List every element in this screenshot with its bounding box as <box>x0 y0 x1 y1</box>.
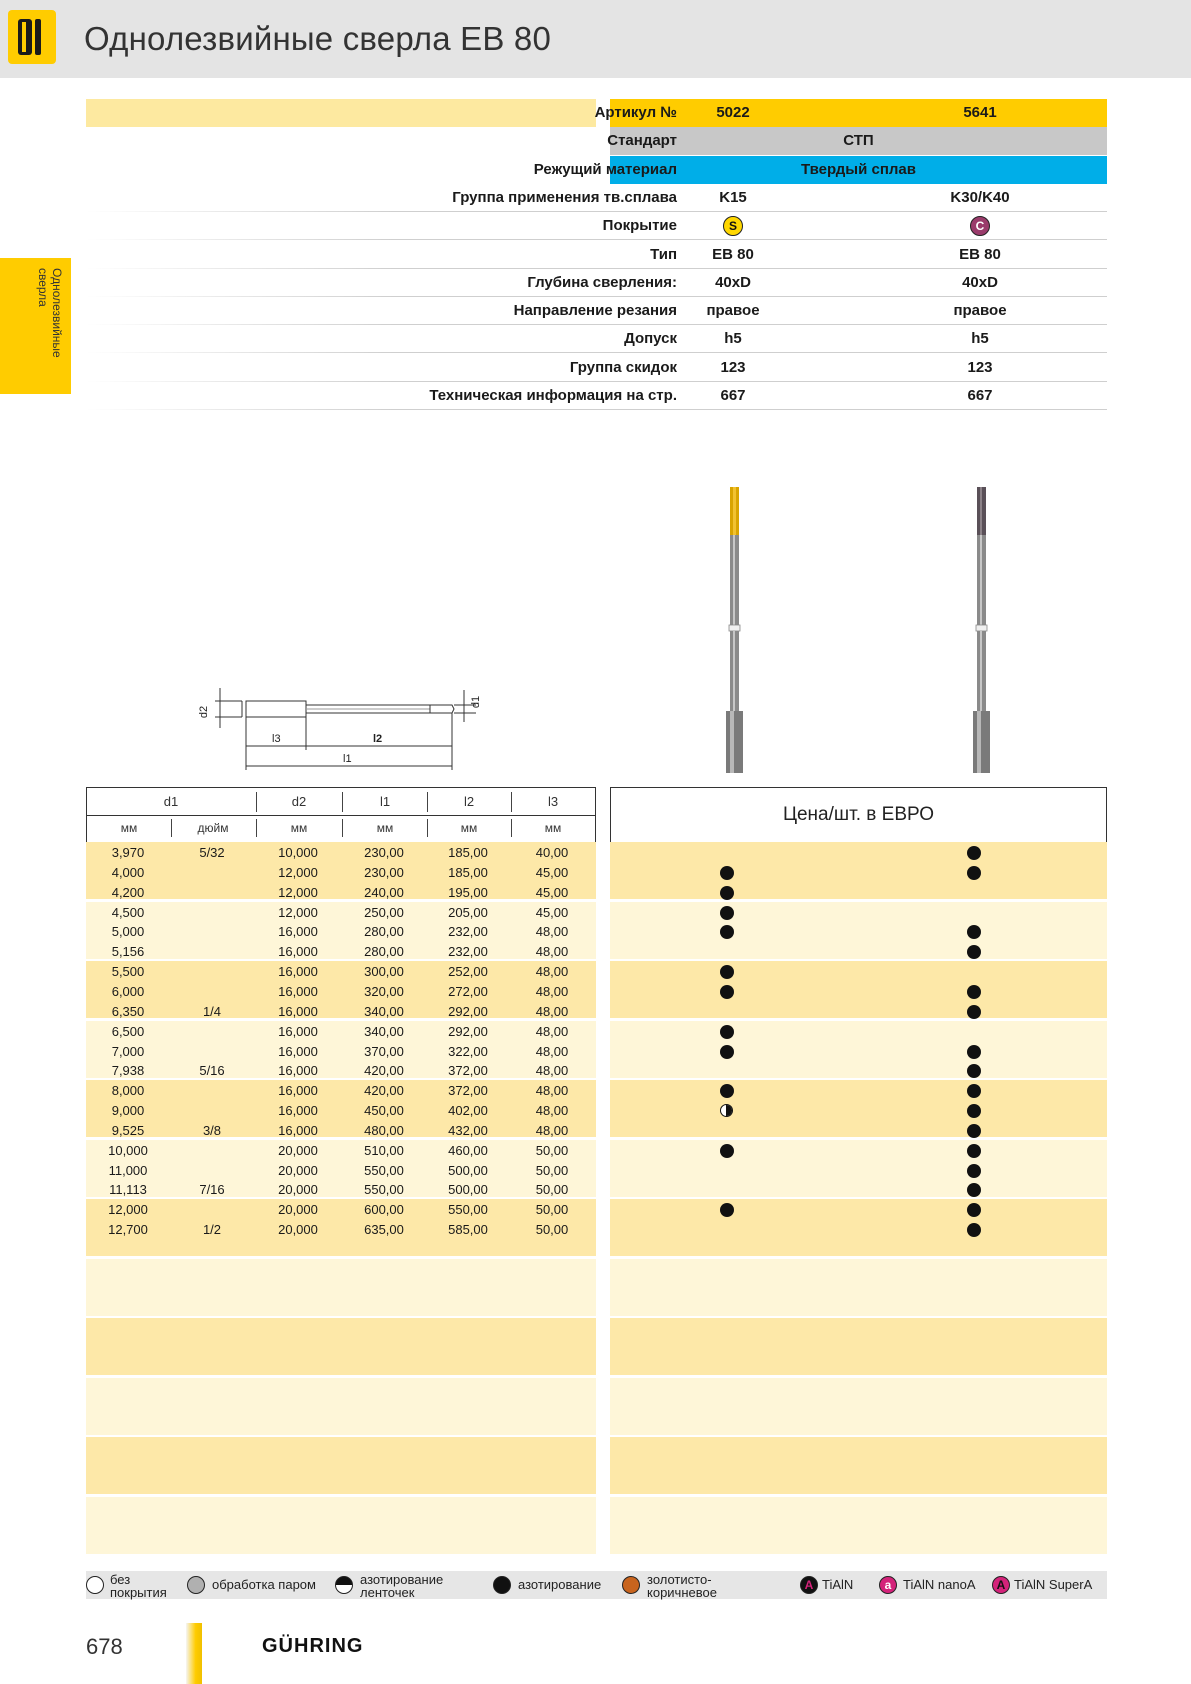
label-l1: l1 <box>343 753 352 765</box>
cell-d1: 11,113 <box>109 1182 147 1198</box>
table-row[interactable] <box>86 1141 1107 1161</box>
drill-dimension-drawing <box>190 680 490 780</box>
cell-l3: 48,00 <box>535 924 569 940</box>
spec-label: Режущий материал <box>533 160 677 178</box>
cell-l1: 280,00 <box>364 944 404 960</box>
spec-value: 667 <box>720 387 746 404</box>
label-d1: d1 <box>470 695 482 709</box>
steam-icon <box>187 1576 205 1594</box>
table-row[interactable] <box>86 1200 1107 1220</box>
spec-label: Глубина сверления: <box>527 273 677 291</box>
cell-l2: 195,00 <box>448 884 488 900</box>
cell-d2: 16,000 <box>278 1083 318 1099</box>
table-row[interactable] <box>86 1022 1107 1042</box>
cell-d1: 4,500 <box>111 904 145 920</box>
cell-l2: 372,00 <box>448 1063 488 1079</box>
unit-d1-mm: мм <box>120 821 138 835</box>
cell-inch: 5/32 <box>199 845 225 860</box>
spec-value: h5 <box>971 330 989 348</box>
cell-l3: 48,00 <box>535 983 569 999</box>
cell-l1: 340,00 <box>364 1003 404 1019</box>
header-d1: d1 <box>163 794 179 809</box>
cell-l2: 232,00 <box>448 944 488 960</box>
header-l1: l1 <box>379 794 391 809</box>
cell-l2: 185,00 <box>448 845 488 860</box>
cell-d1: 8,000 <box>111 1083 145 1099</box>
unit-l2: мм <box>460 821 478 835</box>
cell-l2: 500,00 <box>448 1182 488 1198</box>
brand-logo: GÜHRING <box>262 1635 364 1657</box>
tialn-icon: A <box>800 1576 818 1594</box>
cell-l3: 48,00 <box>535 1103 569 1119</box>
table-band <box>610 1437 1107 1494</box>
cell-d1: 12,700 <box>108 1222 148 1238</box>
availability-5641-icon <box>967 925 981 939</box>
cell-l1: 320,00 <box>364 983 404 999</box>
table-row[interactable] <box>86 883 1107 903</box>
header-d2: d2 <box>291 794 307 809</box>
availability-5022-icon <box>720 906 734 920</box>
cell-l3: 48,00 <box>535 964 569 980</box>
drill-5022-illustration <box>715 485 755 775</box>
cell-l2: 185,00 <box>448 864 488 880</box>
uncoated-icon <box>86 1576 104 1594</box>
gold-brown-icon <box>622 1576 640 1594</box>
cell-d1: 6,350 <box>111 1003 145 1019</box>
availability-5641-icon <box>967 1104 981 1118</box>
cell-l1: 370,00 <box>364 1043 404 1059</box>
header-l2: l2 <box>463 794 475 809</box>
cell-l1: 230,00 <box>364 845 404 860</box>
cell-d2: 20,000 <box>278 1162 318 1178</box>
cell-d1: 7,000 <box>111 1043 145 1059</box>
table-row[interactable] <box>86 1002 1107 1022</box>
cell-l3: 45,00 <box>535 884 569 900</box>
cell-l1: 340,00 <box>364 1023 404 1039</box>
table-band <box>610 1378 1107 1435</box>
table-band <box>86 1378 596 1435</box>
cell-l2: 292,00 <box>448 1023 488 1039</box>
spec-row <box>86 297 1107 325</box>
spec-row <box>86 184 1107 212</box>
footer-accent-bar <box>186 1623 202 1684</box>
header-l3: l3 <box>547 794 559 809</box>
unit-d1-inch: дюйм <box>197 821 229 835</box>
table-band <box>610 1497 1107 1554</box>
unit-l1: мм <box>376 821 394 835</box>
cell-d1: 7,938 <box>111 1063 145 1079</box>
unit-l3: мм <box>544 821 562 835</box>
table-row[interactable] <box>86 863 1107 883</box>
cell-l2: 232,00 <box>448 924 488 940</box>
table-band <box>86 1437 596 1494</box>
cell-d2: 16,000 <box>278 944 318 960</box>
legend-label-land-nitrided: азотирование ленточек <box>360 1572 444 1600</box>
cell-d1: 9,525 <box>111 1122 145 1138</box>
cell-d2: 12,000 <box>278 864 318 880</box>
availability-5022-icon <box>720 886 734 900</box>
cell-l2: 585,00 <box>448 1222 488 1238</box>
spec-label: Группа применения тв.сплава <box>452 188 677 206</box>
cell-l2: 372,00 <box>448 1083 488 1099</box>
cell-d1: 6,000 <box>111 983 145 999</box>
cell-l3: 40,00 <box>535 845 569 860</box>
spec-value: 667 <box>967 387 993 404</box>
table-row[interactable] <box>86 1061 1107 1081</box>
table-row[interactable] <box>86 1081 1107 1101</box>
spec-value: 40xD <box>962 273 998 291</box>
label-d2: d2 <box>198 705 210 719</box>
cell-d2: 12,000 <box>278 884 318 900</box>
side-tab-line1: Однолезвийные <box>50 268 64 358</box>
spec-value: правое <box>706 302 760 320</box>
cell-l1: 280,00 <box>364 924 404 940</box>
spec-value: EB 80 <box>959 245 1001 263</box>
spec-value: h5 <box>724 330 742 348</box>
availability-5022-icon <box>720 1084 734 1098</box>
drill-logo-icon <box>8 10 56 64</box>
cell-d1: 10,000 <box>108 1142 148 1158</box>
availability-5641-icon <box>967 846 981 860</box>
cell-l1: 300,00 <box>364 964 404 980</box>
cell-l2: 460,00 <box>448 1142 488 1158</box>
cell-d1: 5,156 <box>111 944 145 960</box>
cell-d2: 12,000 <box>278 904 318 920</box>
availability-5022-icon <box>720 925 734 939</box>
cell-inch: 1/2 <box>202 1222 222 1238</box>
cell-l2: 272,00 <box>448 983 488 999</box>
cell-d1: 6,500 <box>111 1023 145 1039</box>
legend-label-nanoa: TiAlN nanoA <box>903 1577 976 1592</box>
spec-label: Стандарт <box>607 132 677 150</box>
availability-5641-icon <box>967 1183 981 1197</box>
table-row[interactable] <box>86 1161 1107 1181</box>
coating-cell <box>610 212 856 240</box>
cell-d1: 11,000 <box>108 1162 148 1178</box>
price-header <box>610 787 1107 843</box>
table-row[interactable] <box>86 942 1107 962</box>
spec-value: EB 80 <box>712 245 754 263</box>
availability-5641-icon <box>967 1144 981 1158</box>
availability-5641-icon <box>967 985 981 999</box>
legend-label-steam: обработка паром <box>212 1577 316 1592</box>
nanoa-icon: a <box>879 1576 897 1594</box>
cell-l1: 635,00 <box>364 1222 404 1238</box>
cell-d2: 16,000 <box>278 1003 318 1019</box>
table-band <box>610 1318 1107 1375</box>
availability-5022-icon <box>720 866 734 880</box>
cell-l2: 550,00 <box>448 1202 488 1218</box>
cell-d2: 20,000 <box>278 1222 318 1238</box>
cell-l1: 420,00 <box>364 1083 404 1099</box>
legend-label-nitrided: азотирование <box>518 1577 602 1592</box>
page-title: Однолезвийные сверла EB 80 <box>84 20 552 57</box>
price-title: Цена/шт. в ЕВРО <box>782 804 935 825</box>
page-number: 678 <box>86 1634 123 1659</box>
spec-row <box>86 99 1107 127</box>
cell-l3: 45,00 <box>535 904 569 920</box>
spec-label: Группа скидок <box>569 358 677 376</box>
table-band <box>86 1259 596 1316</box>
table-band <box>86 1318 596 1375</box>
spec-row <box>86 156 1107 184</box>
cell-l1: 240,00 <box>364 884 404 900</box>
cell-l1: 250,00 <box>364 904 404 920</box>
cell-l1: 450,00 <box>364 1103 404 1119</box>
spec-row <box>86 241 1107 269</box>
table-band <box>610 1259 1107 1316</box>
cell-l3: 48,00 <box>535 1023 569 1039</box>
cell-d2: 20,000 <box>278 1182 318 1198</box>
spec-row <box>86 212 1107 240</box>
legend-label-uncoated: без покрытия <box>110 1572 167 1600</box>
spec-row <box>86 354 1107 382</box>
cell-d1: 12,000 <box>108 1202 148 1218</box>
cell-d1: 5,000 <box>111 924 145 940</box>
cell-l1: 550,00 <box>364 1162 404 1178</box>
cell-l1: 230,00 <box>364 864 404 880</box>
cell-l2: 252,00 <box>448 964 488 980</box>
spec-value: 123 <box>967 358 993 376</box>
spec-label: Техническая информация на стр. <box>429 387 677 404</box>
cell-l3: 45,00 <box>535 864 569 880</box>
cell-l2: 432,00 <box>448 1122 488 1138</box>
availability-5641-icon <box>967 1223 981 1237</box>
table-row[interactable] <box>86 1121 1107 1141</box>
table-row[interactable] <box>86 1180 1107 1200</box>
table-row[interactable] <box>86 982 1107 1002</box>
cell-l2: 205,00 <box>448 904 488 920</box>
cell-l1: 550,00 <box>364 1182 404 1198</box>
cell-l1: 420,00 <box>364 1063 404 1079</box>
cell-inch: 5/16 <box>199 1063 225 1079</box>
spec-value: 40xD <box>715 273 751 291</box>
cell-d2: 16,000 <box>278 1103 318 1119</box>
availability-5641-icon <box>967 1045 981 1059</box>
drill-5641-illustration <box>962 485 1002 775</box>
availability-5022-icon <box>720 1025 734 1039</box>
cell-l3: 48,00 <box>535 1003 569 1019</box>
availability-5641-icon <box>967 1005 981 1019</box>
table-row[interactable] <box>86 1101 1107 1121</box>
availability-5641-icon <box>967 1064 981 1078</box>
cell-inch: 1/4 <box>202 1003 222 1019</box>
legend-label-supera: TiAlN SuperA <box>1014 1577 1093 1592</box>
table-band <box>86 1497 596 1554</box>
spec-label: Направление резания <box>513 302 677 320</box>
label-l3: l3 <box>272 733 281 745</box>
spec-value: Твердый сплав <box>801 160 916 178</box>
coating-c-icon: C <box>970 216 990 236</box>
spec-value: 5641 <box>963 104 997 121</box>
spec-row <box>86 127 1107 155</box>
spec-label: Покрытие <box>602 217 677 235</box>
cell-l2: 402,00 <box>448 1103 488 1119</box>
spec-label: Допуск <box>624 330 677 348</box>
side-tab-line2: сверла <box>36 268 50 307</box>
coating-s-icon: S <box>723 216 743 236</box>
cell-l3: 48,00 <box>535 1063 569 1079</box>
spec-value: 123 <box>720 358 746 376</box>
cell-l3: 48,00 <box>535 1043 569 1059</box>
cell-l3: 48,00 <box>535 1122 569 1138</box>
legend-label-gold: золотисто- коричневое <box>647 1572 717 1600</box>
spec-value: 5022 <box>716 104 750 121</box>
coating-legend <box>86 1571 1107 1599</box>
availability-5641-icon <box>967 866 981 880</box>
cell-d2: 10,000 <box>278 845 318 860</box>
table-row[interactable] <box>86 1220 1107 1240</box>
cell-l2: 292,00 <box>448 1003 488 1019</box>
section-side-tab[interactable] <box>0 258 71 394</box>
cell-d2: 16,000 <box>278 1023 318 1039</box>
cell-d2: 16,000 <box>278 1043 318 1059</box>
nitrided-icon <box>493 1576 511 1594</box>
cell-l3: 50,00 <box>535 1142 569 1158</box>
cell-d1: 4,000 <box>111 864 145 880</box>
cell-l1: 510,00 <box>364 1142 404 1158</box>
cell-d2: 20,000 <box>278 1142 318 1158</box>
table-row[interactable] <box>86 843 1107 863</box>
cell-d1: 5,500 <box>111 964 145 980</box>
availability-5641-icon <box>967 1164 981 1178</box>
spec-label: Тип <box>650 245 677 263</box>
cell-l3: 50,00 <box>535 1202 569 1218</box>
table-row[interactable] <box>86 1042 1107 1062</box>
spec-row <box>86 325 1107 353</box>
cell-l1: 480,00 <box>364 1122 404 1138</box>
availability-5022-icon <box>720 985 734 999</box>
cell-l3: 50,00 <box>535 1222 569 1238</box>
label-l2: l2 <box>373 733 383 745</box>
cell-d2: 16,000 <box>278 983 318 999</box>
cell-l3: 48,00 <box>535 1083 569 1099</box>
legend-label-tialn: TiAlN <box>822 1577 854 1592</box>
availability-5022-icon <box>720 1045 734 1059</box>
availability-5022-icon <box>720 1104 733 1117</box>
dimension-table-header <box>86 787 596 843</box>
unit-d2: мм <box>290 821 308 835</box>
cell-d2: 16,000 <box>278 924 318 940</box>
availability-5641-icon <box>967 945 981 959</box>
table-row[interactable] <box>86 922 1107 942</box>
cell-l2: 500,00 <box>448 1162 488 1178</box>
cell-d1: 3,970 <box>111 845 145 860</box>
availability-5641-icon <box>967 1203 981 1217</box>
cell-d1: 4,200 <box>111 884 145 900</box>
cell-d2: 16,000 <box>278 964 318 980</box>
spec-value: K30/K40 <box>950 188 1010 206</box>
availability-5022-icon <box>720 965 734 979</box>
cell-d2: 16,000 <box>278 1122 318 1138</box>
cell-l1: 600,00 <box>364 1202 404 1218</box>
spec-value: K15 <box>719 188 747 206</box>
spec-row <box>86 269 1107 297</box>
table-row[interactable] <box>86 903 1107 923</box>
cell-d2: 16,000 <box>278 1063 318 1079</box>
cell-l3: 48,00 <box>535 944 569 960</box>
cell-l2: 322,00 <box>448 1043 488 1059</box>
cell-d1: 9,000 <box>111 1103 145 1119</box>
land-nitrided-icon <box>335 1576 353 1594</box>
availability-5022-icon <box>720 1144 734 1158</box>
cell-d2: 20,000 <box>278 1202 318 1218</box>
supera-icon: A <box>992 1576 1010 1594</box>
cell-inch: 7/16 <box>199 1182 225 1198</box>
availability-5641-icon <box>967 1124 981 1138</box>
availability-5641-icon <box>967 1084 981 1098</box>
cell-l3: 50,00 <box>535 1162 569 1178</box>
coating-cell <box>857 212 1103 240</box>
cell-l3: 50,00 <box>535 1182 569 1198</box>
spec-row <box>86 382 1107 410</box>
spec-value: правое <box>953 302 1007 320</box>
spec-label: Артикул № <box>594 104 677 121</box>
availability-5022-icon <box>720 1203 734 1217</box>
cell-inch: 3/8 <box>202 1122 222 1138</box>
table-row[interactable] <box>86 962 1107 982</box>
row-divider <box>86 409 1107 410</box>
spec-value: СТП <box>843 132 874 150</box>
